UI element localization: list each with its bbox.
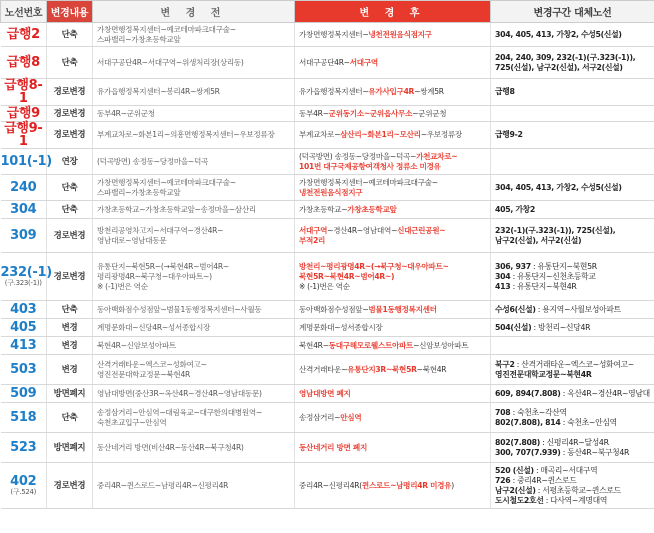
route-number-label: 급행8-1 <box>4 78 43 106</box>
change-type: 단축 <box>47 23 93 47</box>
table-row <box>1 79 654 106</box>
table-row <box>1 149 654 175</box>
change-type: 단축 <box>47 301 93 319</box>
route-segment: 북현4R~ <box>299 340 329 350</box>
changed-segment: 부적2리 <box>299 235 326 245</box>
route-number-label: 403 <box>10 302 37 317</box>
route-after-line <box>299 30 486 40</box>
route-before-line: 가창초등학교~가창초등학교앞~송정마을~삼산리 <box>97 204 256 214</box>
route-old-number: (구.323(-1)) <box>4 278 42 287</box>
alternative-routes <box>491 319 654 337</box>
changed-segment: 동대구해모로웰스트아파트 <box>328 340 414 350</box>
route-number-label: 405 <box>10 320 37 335</box>
route-number <box>1 201 47 219</box>
alternative-routes <box>491 463 654 509</box>
route-number <box>1 463 47 509</box>
alternative-route-line: 남구2(신설), 서구2(신설) <box>495 235 582 245</box>
table-header <box>1 1 654 23</box>
route-number-label: 309 <box>10 228 37 243</box>
route-segment: 유가읍행정복지센터~ <box>299 87 369 96</box>
change-type: 경로변경 <box>47 463 93 509</box>
changed-segment: 영남대방면 폐지 <box>299 388 351 398</box>
route-after <box>295 385 491 403</box>
table-row <box>1 355 654 385</box>
route-after-line <box>299 262 486 272</box>
alternative-route-line: 영진전문대학교정문~북현4R <box>495 369 592 379</box>
alternative-route-line: 300, 707(7.939) : 동산4R~북구청4R <box>495 447 630 457</box>
route-after <box>295 122 491 149</box>
alternative-route-line: 도시철도2호선 : 다사역~계명대역 <box>495 495 608 505</box>
route-before-line: 스파밸리~가창초등학교앞 <box>97 187 181 197</box>
changed-segment: 서대구역 <box>349 57 378 67</box>
route-segment: (덕곡방면) 송정동~당정마을~덕곡~ <box>299 151 417 161</box>
alternative-route-line: 수성6(신설) : 용지역~사월보성아파트 <box>495 304 621 314</box>
route-before-line: 스파밸리~가창초등학교앞 <box>97 34 181 44</box>
route-before <box>93 301 295 319</box>
change-type: 단축 <box>47 201 93 219</box>
route-after-line <box>299 87 486 97</box>
changed-segment: 유통단지3R~북현5R <box>347 364 417 374</box>
route-number-label: 402 <box>10 473 37 489</box>
route-segment: ) <box>451 480 454 490</box>
route-after-line <box>299 178 486 188</box>
table-row <box>1 337 654 355</box>
route-segment: 가창면행정복지센터~ <box>299 29 369 39</box>
route-number <box>1 403 47 433</box>
change-type: 변경 <box>47 319 93 337</box>
changed-segment: 가천교차로~ <box>416 151 458 161</box>
changed-segment: 동산네거리 방면 폐지 <box>299 442 368 452</box>
route-before-line: 부계교차로~화본1리~의흥면행정복지센터~우보정류장 <box>97 130 275 139</box>
table-row <box>1 433 654 463</box>
route-before-line: 영진전문대학교정문~북현4R <box>97 369 190 379</box>
route-segment: ~경산4R~영남대역~ <box>327 225 398 235</box>
changed-segment: 퀸스로드~남평리4R 미경유 <box>361 480 452 490</box>
table-row <box>1 319 654 337</box>
alternative-routes <box>491 355 654 385</box>
alternative-route-line: 802(7.808), 814 : 숙천초~안심역 <box>495 417 617 427</box>
route-before <box>93 253 295 301</box>
alternative-route-line: 802(7.808) : 신평리4R~달성4R <box>495 437 609 447</box>
route-number-label: 413 <box>10 338 37 353</box>
route-after-line <box>299 323 486 333</box>
route-after <box>295 301 491 319</box>
table-row <box>1 219 654 253</box>
table-row <box>1 385 654 403</box>
changed-segment: 군위동기소~군위읍사무소 <box>328 108 413 118</box>
table-row <box>1 403 654 433</box>
route-before <box>93 47 295 79</box>
alternative-route-line: 725(신설), 남구2(신설), 서구2(신설) <box>495 62 623 72</box>
route-number-label: 503 <box>10 362 37 377</box>
route-number <box>1 79 47 106</box>
route-before-line: 유통단지~북현5R~(→북현4R~범어4R~ <box>97 261 229 271</box>
route-before-line: 동아백화점수성점앞~범물1동행정복지센터~사월동 <box>97 304 262 314</box>
route-after <box>295 253 491 301</box>
route-after-line <box>299 272 486 282</box>
route-after-line <box>299 481 486 491</box>
route-after-line <box>299 305 486 315</box>
route-before <box>93 106 295 122</box>
route-before <box>93 337 295 355</box>
route-number-label: 523 <box>10 440 37 455</box>
alternative-route-line: 405, 가창2 <box>495 204 536 214</box>
alternative-route-line: 413 : 유통단지~북현4R <box>495 281 577 291</box>
route-before <box>93 149 295 175</box>
alternative-routes <box>491 79 654 106</box>
route-after <box>295 219 491 253</box>
table-row <box>1 201 654 219</box>
route-number-label: 급행9-1 <box>4 121 43 149</box>
route-before <box>93 319 295 337</box>
route-before <box>93 201 295 219</box>
route-before <box>93 122 295 149</box>
alternative-routes <box>491 175 654 201</box>
route-number-label: 급행8 <box>6 55 40 70</box>
alternative-route-line: 520 (신설) : 매곡리~서대구역 <box>495 465 598 475</box>
route-number-label: 240 <box>10 180 37 195</box>
route-before-line: 서대구공단4R~서대구역~위생처리장(상리동) <box>97 57 244 67</box>
route-after-line <box>299 389 486 399</box>
change-type: 경로변경 <box>47 219 93 253</box>
route-after <box>295 403 491 433</box>
table-row <box>1 106 654 122</box>
route-number <box>1 433 47 463</box>
changed-segment: 101번 대구국제공항여객청사 정류소 미경유 <box>299 161 441 171</box>
route-after-line <box>299 162 486 172</box>
route-after <box>295 175 491 201</box>
changed-segment: 서대구역 <box>299 225 328 235</box>
alternative-route-line: 급행8 <box>495 87 515 96</box>
table-body <box>1 23 654 509</box>
route-segment: 동아백화점수성점앞~ <box>299 304 369 314</box>
route-after-line <box>299 282 486 292</box>
change-type: 방면폐지 <box>47 433 93 463</box>
route-after <box>295 47 491 79</box>
route-segment: 계명문화대~성서종합시장 <box>299 322 383 332</box>
changed-segment: 신대근린공원~ <box>397 225 446 235</box>
alternative-route-line: 304, 405, 413, 가창2, 수성5(신설) <box>495 182 622 192</box>
table-row <box>1 463 654 509</box>
route-after <box>295 149 491 175</box>
alternative-routes <box>491 47 654 79</box>
change-type: 경로변경 <box>47 122 93 149</box>
route-before-line: (덕곡방면) 송정동~당정마을~덕곡 <box>97 156 209 166</box>
changed-segment: 가창초등학교앞 <box>347 204 397 214</box>
route-after-line <box>299 236 486 246</box>
alternative-routes <box>491 219 654 253</box>
changed-segment: 범물1동행정복지센터 <box>368 304 437 314</box>
alternative-routes <box>491 106 654 122</box>
alternative-routes <box>491 433 654 463</box>
table-row <box>1 301 654 319</box>
route-segment: 가창면행정복지센터~예코테마파크대구술~ <box>299 177 438 187</box>
alternative-route-line: 306, 937 : 유통단지~북현5R <box>495 261 597 271</box>
route-before-line: 가창면행정복지센터~예코테마파크대구술~ <box>97 177 236 187</box>
route-number <box>1 301 47 319</box>
change-type: 단축 <box>47 403 93 433</box>
route-before <box>93 175 295 201</box>
route-number <box>1 122 47 149</box>
table-row <box>1 253 654 301</box>
header-alt: 변경구간 대체노선 <box>491 1 654 23</box>
route-after <box>295 337 491 355</box>
alternative-routes <box>491 403 654 433</box>
alternative-route-line: 북구2 : 산격거래타운~엑스코~성화여고~ <box>495 359 634 369</box>
change-type: 방면폐지 <box>47 385 93 403</box>
alternative-route-line: 232(-1)(구.323(-1)), 725(신설), <box>495 225 616 235</box>
route-before-line: 산격거래타운~엑스코~성화여고~ <box>97 359 207 369</box>
route-before-line: 송정삼거리~안심역~대림육교~대구한의대병원역~ <box>97 407 262 417</box>
route-before-line: 영남대로~영남대동문 <box>97 235 167 245</box>
alternative-route-line: 남구2(신설) : 서평초등학교~퀸스로드 <box>495 485 621 495</box>
route-before-line: 중리4R~퀸스로드~남평리4R~신평리4R <box>97 480 229 490</box>
alternative-route-line: 204, 240, 309, 232(-1)(구.323(-1)), <box>495 52 636 62</box>
route-number <box>1 23 47 47</box>
route-number <box>1 355 47 385</box>
route-before <box>93 385 295 403</box>
route-number <box>1 106 47 122</box>
alternative-route-line: 304, 405, 413, 가창2, 수성5(신설) <box>495 29 622 39</box>
route-segment: 중리4R~신평리4R( <box>299 480 362 490</box>
route-number <box>1 175 47 201</box>
route-number <box>0 149 52 175</box>
route-after-line <box>299 205 486 215</box>
route-before <box>93 433 295 463</box>
route-segment: 서대구공단4R~ <box>299 57 350 67</box>
route-number <box>0 253 52 301</box>
route-number <box>1 47 47 79</box>
changed-segment: 냉천전원음식점지구 <box>299 187 363 197</box>
route-segment: ※ (-1)번은 역순 <box>299 281 350 291</box>
route-after-line <box>299 365 486 375</box>
route-before <box>93 23 295 47</box>
changed-segment: 북현5R~북현4R~범어4R~) <box>299 271 395 281</box>
change-type: 단축 <box>47 47 93 79</box>
route-after-line <box>299 109 486 119</box>
route-old-number: (구.524) <box>10 487 37 496</box>
route-segment: ~쌍계5R <box>414 87 444 96</box>
route-before-line: 동부4R~군위군청 <box>97 108 155 118</box>
route-number-label: 급행9 <box>6 106 40 121</box>
route-before-line: 방천리공영차고지~서대구역~경산4R~ <box>97 225 224 235</box>
route-after-line <box>299 443 486 453</box>
route-after <box>295 463 491 509</box>
route-after <box>295 106 491 122</box>
route-before <box>93 355 295 385</box>
alternative-routes <box>491 337 654 355</box>
change-type: 경로변경 <box>47 106 93 122</box>
route-before <box>93 463 295 509</box>
change-type: 단축 <box>47 175 93 201</box>
change-type: 연장 <box>47 149 93 175</box>
route-number-label: 급행2 <box>6 27 40 42</box>
table-row <box>1 175 654 201</box>
alternative-route-line: 504(신설) : 방천리~신당4R <box>495 322 591 332</box>
route-after-line <box>299 130 486 140</box>
route-segment: ~우보정류장 <box>420 130 462 139</box>
route-segment: ~군위군청 <box>412 108 447 118</box>
route-before-line: 북현4R~신암보성아파트 <box>97 340 176 350</box>
route-before-line: 계명문화대~신당4R~성서종합시장 <box>97 322 211 332</box>
changed-segment: 삼산리~화본1리~모산리 <box>340 130 421 139</box>
alternative-route-line: 304 : 유통단지~신천초등학교 <box>495 271 596 281</box>
route-before-line: ※ (-1)번은 역순 <box>97 281 148 291</box>
route-before <box>93 403 295 433</box>
route-before-line: 평리광명4R~북구청~대우아파트~) <box>97 271 212 281</box>
route-segment: 부계교차로~ <box>299 130 341 139</box>
alternative-routes <box>491 122 654 149</box>
route-after <box>295 355 491 385</box>
alternative-route-line: 708 : 숙천초~각산역 <box>495 407 567 417</box>
header-before: 변 경 전 <box>93 1 295 23</box>
table-row <box>1 47 654 79</box>
route-after <box>295 433 491 463</box>
route-number-label: 518 <box>10 410 37 425</box>
route-after-line <box>299 58 486 68</box>
alternative-routes <box>491 253 654 301</box>
changed-segment: 냉천전원음식점지구 <box>368 29 432 39</box>
change-type: 변경 <box>47 337 93 355</box>
route-segment: 산격거래타운~ <box>299 364 348 374</box>
change-type: 경로변경 <box>47 253 93 301</box>
route-before-line: 영남대방면(중산3R~옥산4R~경산4R~영남대동문) <box>97 388 262 398</box>
alternative-routes <box>491 201 654 219</box>
change-type: 경로변경 <box>47 79 93 106</box>
route-after-line <box>299 341 486 351</box>
route-before-line: 숙천초교입구~안심역 <box>97 417 167 427</box>
route-after <box>295 201 491 219</box>
route-number-label: 304 <box>10 202 37 217</box>
route-number-label: 509 <box>10 386 37 401</box>
route-segment: 가창초등학교~ <box>299 204 348 214</box>
alternative-routes <box>491 23 654 47</box>
route-number-label: 101(-1) <box>0 154 52 169</box>
route-before <box>93 79 295 106</box>
route-number <box>1 219 47 253</box>
header-route: 노선번호 <box>1 1 47 23</box>
route-segment: ~신암보성아파트 <box>413 340 469 350</box>
table-row <box>1 122 654 149</box>
route-after-line <box>299 413 486 423</box>
header-type: 변경내용 <box>47 1 93 23</box>
route-segment: 송정삼거리~ <box>299 412 341 422</box>
route-number <box>1 337 47 355</box>
change-type: 변경 <box>47 355 93 385</box>
route-number <box>1 385 47 403</box>
route-after <box>295 79 491 106</box>
changed-segment: 유가사입구4R <box>368 87 415 96</box>
route-before-line: 유가읍행정복지센터~봉리4R~쌍계5R <box>97 87 220 96</box>
route-before-line: 동산네거리 방면(비산4R~동산4R~북구청4R) <box>97 442 244 452</box>
header-after: 변 경 후 <box>295 1 491 23</box>
route-before-line: 가창면행정복지센터~예코테마파크대구술~ <box>97 24 236 34</box>
route-segment: 동부4R~ <box>299 108 329 118</box>
alternative-route-line: 609, 894(7.808) : 옥산4R~경산4R~영남대 <box>495 388 650 398</box>
route-number-label: 232(-1) <box>0 264 52 280</box>
alternative-route-line: 726 : 중리4R~퀸스로드 <box>495 475 577 485</box>
changed-segment: 안심역 <box>340 412 362 422</box>
route-after-line <box>299 188 486 198</box>
alternative-route-line: 급행9-2 <box>495 130 523 139</box>
alternative-routes <box>491 149 654 175</box>
route-segment: ~북현4R <box>416 364 447 374</box>
route-after <box>295 23 491 47</box>
route-after <box>295 319 491 337</box>
route-after-line <box>299 226 486 236</box>
alternative-routes <box>491 301 654 319</box>
changed-segment: 방천리~평리광명4R~(→북구청~대우아파트~ <box>299 261 449 271</box>
alternative-routes <box>491 385 654 403</box>
route-before <box>93 219 295 253</box>
route-after-line <box>299 152 486 162</box>
route-number <box>1 319 47 337</box>
table-row <box>1 23 654 47</box>
